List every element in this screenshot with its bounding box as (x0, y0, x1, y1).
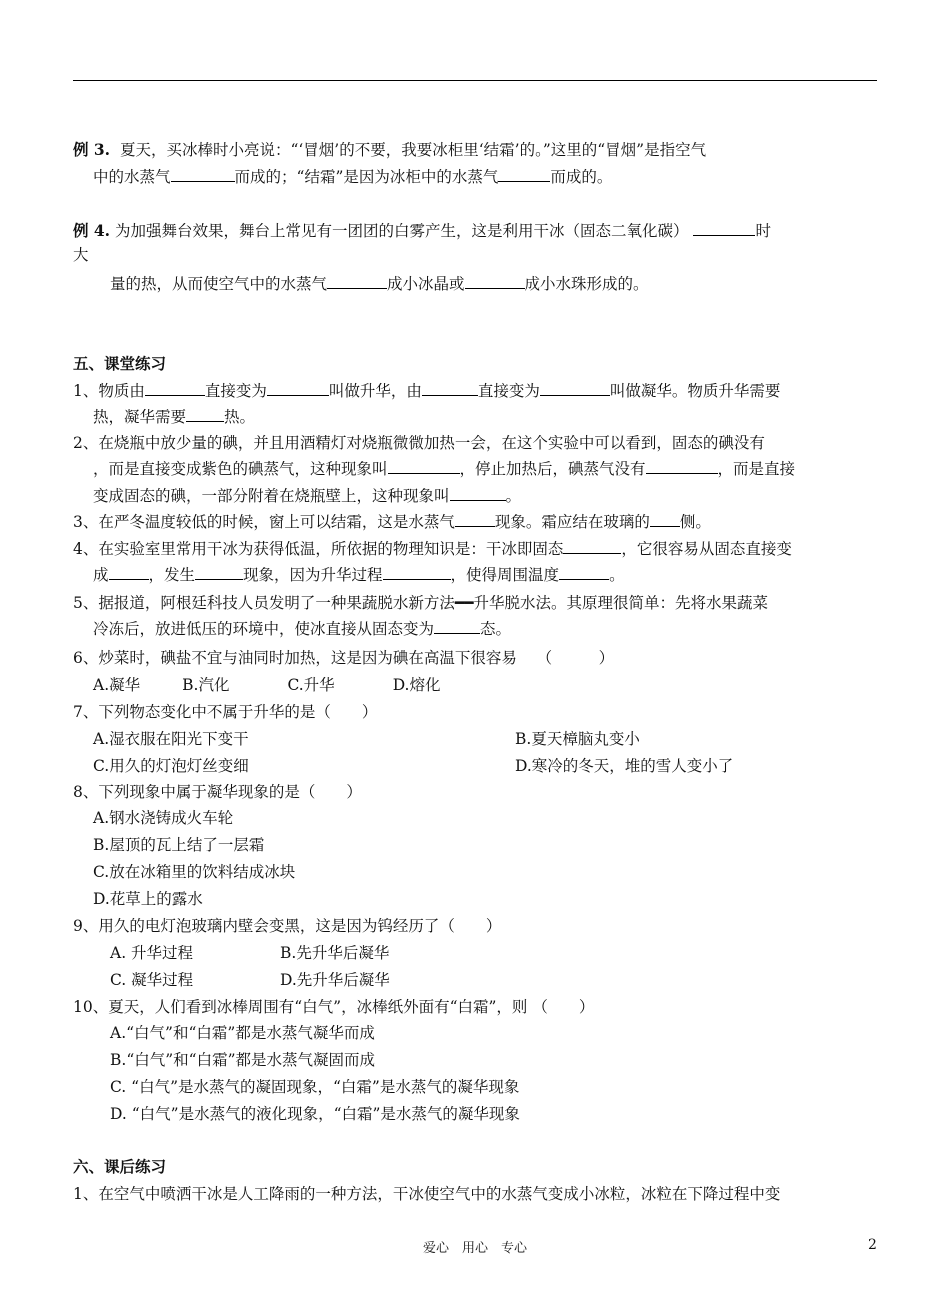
blank (693, 221, 755, 236)
blank (109, 565, 149, 580)
q7-row-2 (93, 756, 903, 776)
blank (646, 459, 718, 474)
page-footer: 爱心 用心 专心 (422, 1241, 527, 1256)
example-4-line-2: 大 (73, 246, 89, 264)
q6-option-d: D.熔化 (392, 676, 441, 694)
q5-line-2: 冷冻后，放进低压的环境中，使冰直接从固态变为 态。 (93, 620, 512, 638)
blank (186, 407, 224, 422)
blank (422, 381, 478, 396)
blank (388, 459, 460, 474)
q1-line-1: 1、物质由 直接变为 叫做升华，由 直接变为 叫做凝华。物质升华需要 (73, 382, 781, 400)
example-3-line-2: 中的水蒸气 而成的；“结霜”是因为冰柜中的水蒸气 而成的。 (93, 168, 613, 186)
q4-line-1: 4、在实验室里常用干冰为获得低温，所依据的物理知识是：干冰即固态 ，它很容易从固态直接变 (73, 540, 792, 558)
blank (267, 381, 329, 396)
q10-option-d: D. “白气”是水蒸气的液化现象，“白霜”是水蒸气的凝华现象 (110, 1105, 520, 1123)
sec6-q1-line: 1、在空气中喷洒干冰是人工降雨的一种方法，干冰使空气中的水蒸气变成小冰粒，冰粒在下降过程中变 (73, 1185, 781, 1203)
q7-option-d: D.寒冷的冬天，堆的雪人变小了 (515, 757, 734, 775)
blank (559, 565, 609, 580)
q8-stem: 8、下列现象中属于凝华现象的是（ ） (73, 783, 362, 801)
example-4-line-3: 量的热，从而使空气中的水蒸气 成小冰晶或 成小水珠形成的。 (110, 275, 649, 293)
blank (465, 274, 525, 289)
q4-line-2: 成 ，发生 现象，因为升华过程 ，使得周围温度 。 (93, 566, 625, 584)
blank (195, 565, 243, 580)
section-6-title: 六、课后练习 (73, 1157, 167, 1176)
q8-option-a: A.钢水浇铸成火车轮 (93, 809, 234, 827)
blank (145, 381, 205, 396)
q9-option-a: A. 升华过程 (110, 944, 194, 962)
q6-options (93, 675, 903, 695)
q9-option-d: D.先升华后凝华 (280, 971, 390, 989)
blank (327, 274, 387, 289)
q2-line-3: 变成固态的碘，一部分附着在烧瓶壁上，这种现象叫 。 (93, 487, 522, 505)
blank (455, 512, 495, 527)
q3-line: 3、在严冬温度较低的时候，窗上可以结霜，这是水蒸气 现象。霜应结在玻璃的 侧。 (73, 513, 711, 531)
q9-row-2 (110, 970, 920, 990)
q10-stem: 10、夏天，人们看到冰棒周围有“白气”，冰棒纸外面有“白霜”，则 （ ） (73, 998, 595, 1016)
q8-option-b: B.屋顶的瓦上结了一层霜 (93, 836, 265, 854)
example-3-line-1: 例 3. 夏天，买冰棒时小亮说：“‘冒烟’的不要，我要冰柜里‘结霜’的。”这里的“冒烟”是指空气 (73, 140, 707, 159)
q6-option-a: A.凝华 (93, 676, 141, 694)
example-4-line-1: 例 4. 为加强舞台效果，舞台上常见有一团团的白雾产生，这是利用干冰（固态二氧化碳） 时 (73, 221, 771, 240)
q2-line-1: 2、在烧瓶中放少量的碘，并且用酒精灯对烧瓶微微加热一会，在这个实验中可以看到，固态的碘没有 (73, 434, 765, 452)
q7-option-b: B.夏天樟脑丸变小 (515, 730, 640, 748)
q1-line-2: 热，凝华需要 热。 (93, 408, 256, 426)
q7-row-1 (93, 729, 903, 749)
q9-option-b: B.先升华后凝华 (280, 944, 390, 962)
q6-stem: 6、炒菜时，碘盐不宜与油同时加热，这是因为碘在高温下很容易 （ ） (73, 649, 615, 667)
example-4-label: 例 4. (73, 221, 111, 240)
blank (650, 512, 680, 527)
blank (450, 486, 506, 501)
q10-option-c: C. “白气”是水蒸气的凝固现象，“白霜”是水蒸气的凝华现象 (110, 1078, 520, 1096)
q10-option-a: A.“白气”和“白霜”都是水蒸气凝华而成 (110, 1024, 375, 1042)
blank (171, 167, 235, 182)
blank (540, 381, 610, 396)
blank (563, 539, 621, 554)
q10-option-b: B.“白气”和“白霜”都是水蒸气凝固而成 (110, 1051, 376, 1069)
example-3-label: 例 3. (73, 140, 111, 159)
page-number: 2 (868, 1237, 877, 1253)
blank (498, 167, 550, 182)
q2-line-2: ，而是直接变成紫色的碘蒸气，这种现象叫 ，停止加热后，碘蒸气没有 ，而是直接 (93, 460, 796, 478)
q8-option-d: D.花草上的露水 (93, 890, 203, 908)
blank (434, 619, 480, 634)
q6-option-c: C.升华 (287, 676, 335, 694)
q5-line-1: 5、据报道，阿根廷科技人员发明了一种果蔬脱水新方法━━升华脱水法。其原理很简单：先将水果蔬菜 (73, 594, 769, 612)
q9-option-c: C. 凝华过程 (110, 971, 194, 989)
q7-option-c: C.用久的灯泡灯丝变细 (93, 757, 249, 775)
q7-option-a: A.湿衣服在阳光下变干 (93, 730, 249, 748)
blank (383, 565, 451, 580)
q7-stem: 7、下列物态变化中不属于升华的是（ ） (73, 703, 378, 721)
q6-option-b: B.汽化 (182, 676, 230, 694)
q9-stem: 9、用久的电灯泡玻璃内壁会变黑，这是因为钨经历了（ ） (73, 917, 502, 935)
section-5-title: 五、课堂练习 (73, 354, 167, 373)
q8-option-c: C.放在冰箱里的饮料结成冰块 (93, 863, 296, 881)
header-rule (73, 80, 877, 81)
q9-row-1 (110, 943, 920, 963)
